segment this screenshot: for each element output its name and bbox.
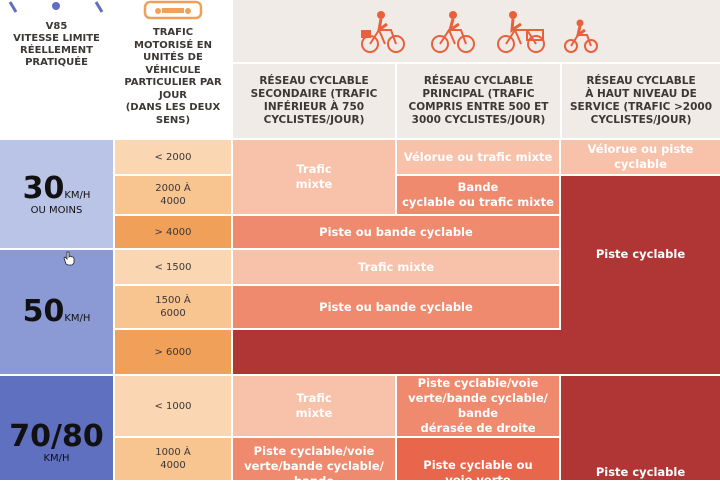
cell-piste-cyclable-2: Piste cyclable: [561, 376, 720, 480]
speed-50: [0, 250, 113, 374]
network-principal-label: RÉSEAU CYCLABLE PRINCIPAL (TRAFIC COMPRIS ENTRE 500 ET 3000 CYCLISTES/JOUR): [397, 64, 560, 138]
traffic-30-3: > 4000: [115, 216, 231, 248]
cell-piste-voie-verte-2: Piste cyclable/voie verte/bande cyclable/ bande: [233, 438, 395, 480]
speed-7080-unit: KM/H: [43, 452, 70, 464]
traffic-30-2: 2000 À 4000: [115, 176, 231, 214]
network-high-label: RÉSEAU CYCLABLE À HAUT NIVEAU DE SERVICE (TRAFIC >2000 CYCLISTES/JOUR): [562, 64, 720, 138]
cell-piste-ou-bande-2: Piste ou bande cyclable: [233, 286, 559, 328]
cell-piste-voie-verte-1: Piste cyclable/voie verte/bande cyclable/ bande dérasée de droite: [397, 376, 559, 436]
traffic-50-2: 1500 À 6000: [115, 286, 231, 328]
speed-30-note: OU MOINS: [30, 204, 83, 216]
speed-30-unit: KM/H: [64, 189, 91, 201]
traffic-label: TRAFIC MOTORISÉ EN UNITÉS DE VÉHICULE PARTICULIER PAR JOUR (DANS LES DEUX SENS): [124, 27, 222, 126]
cell-velorue: Vélorue ou trafic mixte: [397, 140, 559, 174]
cell-piste-ou-bande-1: Piste ou bande cyclable: [233, 216, 559, 248]
cell-trafic-mixte-3: Trafic mixte: [233, 376, 395, 436]
cell-trafic-mixte-1: Trafic mixte: [233, 140, 395, 214]
bicycle-rider-icon: [429, 10, 477, 54]
bicycle-rider-icon: [495, 10, 547, 54]
cell-bande-trafic: Bande cyclable ou trafic mixte: [397, 176, 559, 214]
speed-50-unit: KM/H: [64, 313, 91, 324]
speed-50-value: 50: [22, 294, 65, 329]
hand-cursor-icon: [62, 250, 76, 266]
speed-30-value: 30: [22, 170, 65, 206]
car-icon: [140, 0, 206, 24]
traffic-50-3: > 6000: [115, 330, 231, 374]
network-header: [233, 0, 720, 138]
traffic-70-2: 1000 À 4000: [115, 438, 231, 480]
speed-7080-value: 70/80: [9, 418, 104, 454]
cell-dark-band: [233, 330, 720, 374]
bicycle-rider-icon: [359, 10, 407, 54]
speed-30: [0, 140, 113, 248]
cell-velorue-piste: Vélorue ou piste cyclable: [561, 140, 720, 174]
traffic-70-1: < 1000: [115, 376, 231, 436]
network-secondary-label: RÉSEAU CYCLABLE SECONDAIRE (TRAFIC INFÉRIEUR À 750 CYCLISTES/JOUR): [233, 64, 395, 138]
child-bicycle-icon: [563, 18, 599, 54]
cell-trafic-mixte-2: Trafic mixte: [233, 250, 559, 284]
speed-header: [0, 0, 113, 138]
traffic-30-1: < 2000: [115, 140, 231, 174]
speed-7080: [0, 376, 113, 480]
cell-piste-cyclable-1: Piste cyclable: [561, 176, 720, 374]
v85-label: V85 VITESSE LIMITE RÉELLEMENT PRATIQUÉE: [13, 21, 100, 68]
traffic-header: [115, 0, 231, 138]
cell-piste-ou-voie: Piste cyclable ou voie verte: [397, 438, 559, 480]
traffic-50-1: < 1500: [115, 250, 231, 284]
